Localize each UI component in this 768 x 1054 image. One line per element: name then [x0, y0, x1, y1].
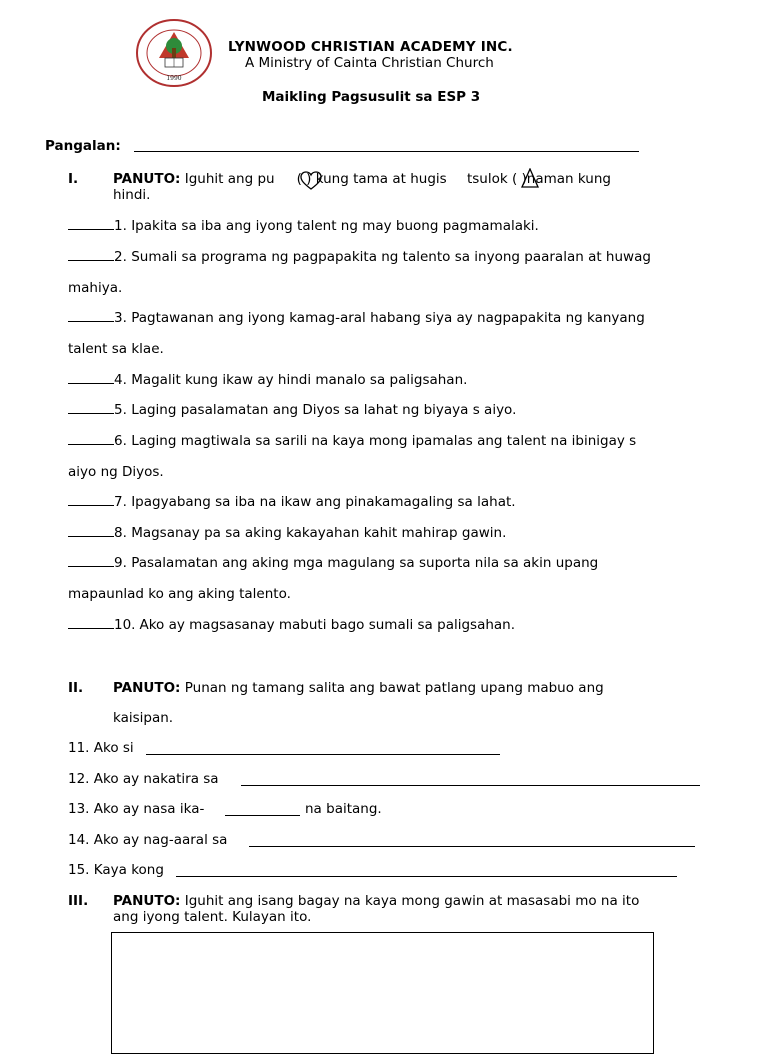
- list-item-cont: mahiya.: [68, 280, 123, 296]
- answer-blank[interactable]: [68, 493, 114, 506]
- section3-number: III.: [68, 893, 89, 909]
- heart-icon: [300, 171, 322, 195]
- answer-blank[interactable]: [68, 309, 114, 322]
- fill-suffix: na baitang.: [305, 801, 382, 817]
- answer-blank[interactable]: [68, 371, 114, 384]
- answer-blank[interactable]: [68, 616, 114, 629]
- list-item: 8. Magsanay pa sa aking kakayahan kahit mahirap gawin.: [68, 518, 722, 549]
- fill-blank[interactable]: [225, 815, 300, 816]
- list-item-cont: mapaunlad ko ang aking talento.: [68, 586, 291, 602]
- answer-blank[interactable]: [68, 554, 114, 567]
- list-item: 1. Ipakita sa iba ang iyong talent ng may buong pagmamalaki.: [68, 211, 722, 242]
- section1-number: I.: [68, 171, 79, 187]
- section1-label: PANUTO:: [113, 171, 181, 187]
- answer-blank[interactable]: [68, 432, 114, 445]
- list-item: 5. Laging pasalamatan ang Diyos sa lahat ng biyaya s aiyo.: [68, 395, 722, 426]
- list-item: 3. Pagtawanan ang iyong kamag-aral habang siya ay nagpapakita ng kanyang: [68, 303, 722, 334]
- section2-instruction-cont: kaisipan.: [113, 710, 174, 726]
- quiz-title: Maikling Pagsusulit sa ESP 3: [262, 89, 481, 105]
- fill-item: 14. Ako ay nag-aaral sa: [68, 832, 228, 848]
- name-field[interactable]: [134, 151, 639, 152]
- answer-blank[interactable]: [68, 401, 114, 414]
- section2-instruction: PANUTO: Punan ng tamang salita ang bawat patlang upang mabuo ang: [113, 680, 604, 696]
- fill-blank[interactable]: [146, 754, 500, 755]
- school-logo: [135, 18, 213, 88]
- section1-text-d: hindi.: [113, 187, 151, 203]
- list-item-cont: aiyo ng Diyos.: [68, 464, 164, 480]
- answer-blank[interactable]: [68, 217, 114, 230]
- list-item-cont: talent sa klae.: [68, 341, 164, 357]
- section2-label: PANUTO:: [113, 680, 181, 696]
- fill-blank[interactable]: [249, 846, 695, 847]
- name-label: Pangalan:: [45, 138, 121, 154]
- section2-number: II.: [68, 680, 84, 696]
- list-item: 6. Laging magtiwala sa sarili na kaya mong ipamalas ang talent na ibinigay s: [68, 426, 722, 457]
- fill-item: 11. Ako si: [68, 740, 134, 756]
- list-item: 9. Pasalamatan ang aking mga magulang sa suporta nila sa akin upang: [68, 548, 722, 579]
- list-item: 10. Ako ay magsasanay mabuti bago sumali sa paligsahan.: [68, 610, 722, 641]
- section1-text-b: ( ) kung tama at hugis: [296, 171, 451, 187]
- section1-text-a: Iguhit ang pu: [184, 171, 275, 187]
- fill-item: 15. Kaya kong: [68, 862, 164, 878]
- school-name: LYNWOOD CHRISTIAN ACADEMY INC.: [228, 39, 513, 55]
- section1-text-c: tsulok ( )naman kung: [466, 171, 611, 187]
- section3-label: PANUTO:: [113, 893, 181, 909]
- fill-blank[interactable]: [176, 876, 677, 877]
- list-item: 2. Sumali sa programa ng pagpapakita ng talento sa inyong paaralan at huwag: [68, 242, 722, 273]
- triangle-icon: [521, 168, 539, 192]
- answer-blank[interactable]: [68, 248, 114, 261]
- fill-item: 13. Ako ay nasa ika-: [68, 801, 205, 817]
- fill-item: 12. Ako ay nakatira sa: [68, 771, 219, 787]
- list-item: 7. Ipagyabang sa iba na ikaw ang pinakamagaling sa lahat.: [68, 487, 722, 518]
- list-item: 4. Magalit kung ikaw ay hindi manalo sa paligsahan.: [68, 365, 722, 396]
- fill-blank[interactable]: [241, 785, 700, 786]
- drawing-box[interactable]: [111, 932, 654, 1054]
- ministry-line: A Ministry of Cainta Christian Church: [245, 55, 494, 71]
- logo-year: 1990: [166, 75, 182, 82]
- section1-instruction: [113, 171, 721, 203]
- answer-blank[interactable]: [68, 524, 114, 537]
- section3-instruction: PANUTO: Iguhit ang isang bagay na kaya mong gawin at masasabi mo na ito ang iyong talent. Kulayan ito.: [113, 893, 640, 925]
